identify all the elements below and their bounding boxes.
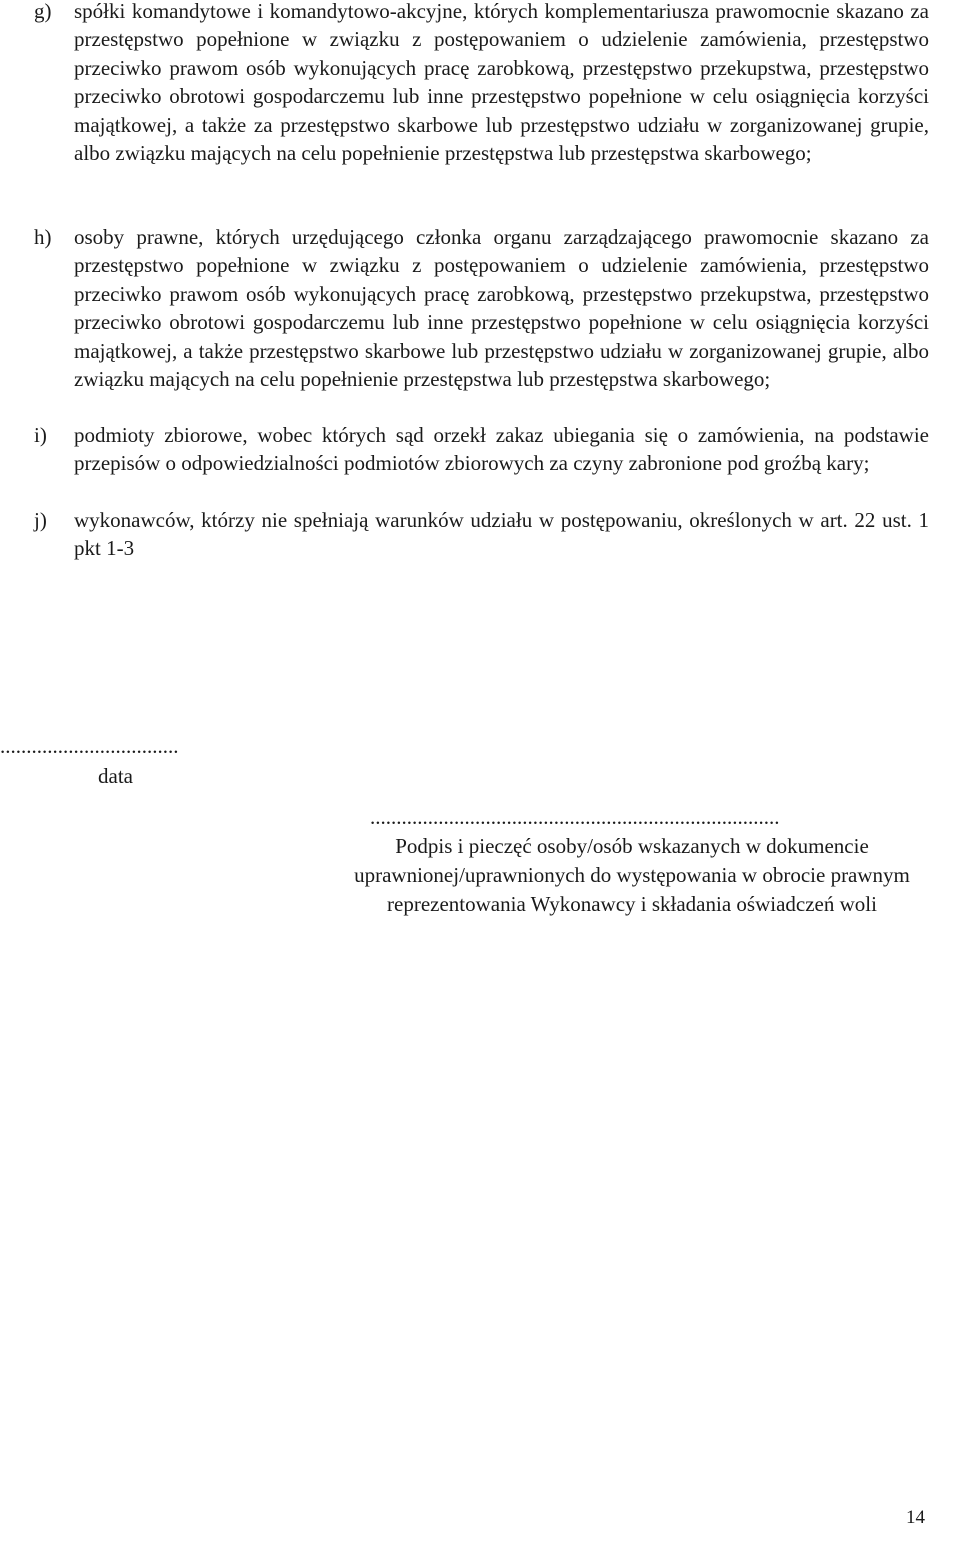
date-line: .................................. xyxy=(0,734,179,758)
date-label: data xyxy=(98,764,133,788)
list-item-i xyxy=(34,421,929,478)
list-marker: j) xyxy=(34,508,47,532)
signature-caption-line-2: uprawnionej/uprawnionych do występowania w obrocie prawnym xyxy=(354,863,910,887)
list-marker: i) xyxy=(34,423,47,447)
list-item-text: podmioty zbiorowe, wobec których sąd orzekł zakaz ubiegania się o zamówienia, na podstawie przepisów o odpowiedzialności podmiotów zbiorowych za czyny zabronione pod groźbą kary; xyxy=(74,423,929,476)
list-marker: h) xyxy=(34,225,52,249)
list-item-text: osoby prawne, których urzędującego członka organu zarządzającego prawomocnie skazano za przestępstwo popełnione w związku z postępowaniem o udzielenie zamówienia, przestępstwo przeciwko prawom osób wykonujących pracę zarobkową, przestępstwo przekupstwa, przestępstwo przeciwko obrotowi gospodarczemu lub inne przestępstwo popełnione w celu osiągnięcia korzyści majątkowej, a także przestępstwo skarbowe lub przestępstwo udziału w zorganizowanej grupie, albo związku mających na celu popełnienie przestępstwa lub przestępstwa skarbowego; xyxy=(74,225,929,392)
signature-caption-line-3: reprezentowania Wykonawcy i składania oświadczeń woli xyxy=(387,892,877,916)
list-item-h xyxy=(34,223,929,393)
list-item-text: spółki komandytowe i komandytowo-akcyjne, których komplementariusza prawomocnie skazano za przestępstwo popełnione w związku z postępowaniem o udzielenie zamówienia, przestępstwo przeciwko prawom osób wykonujących pracę zarobkową, przestępstwo przekupstwa, przestępstwo przeciwko obrotowi gospodarczemu lub inne przestępstwo popełnione w celu osiągnięcia korzyści majątkowej, a także za przestępstwo skarbowe lub przestępstwo udziału w zorganizowanej grupie, albo związku mających na celu popełnienie przestępstwa lub przestępstwa skarbowego; xyxy=(74,0,929,166)
signature-line: .............................................................................. xyxy=(370,805,780,829)
list-item-g xyxy=(34,0,929,167)
signature-caption-line-1: Podpis i pieczęć osoby/osób wskazanych w dokumencie xyxy=(395,834,869,858)
list-item-text: wykonawców, którzy nie spełniają warunków udziału w postępowaniu, określonych w art. 22 ust. 1 pkt 1-3 xyxy=(74,508,929,561)
list-item-j xyxy=(34,506,929,563)
list-marker: g) xyxy=(34,0,52,23)
signature-block xyxy=(300,803,960,919)
page-number: 14 xyxy=(906,1507,925,1528)
